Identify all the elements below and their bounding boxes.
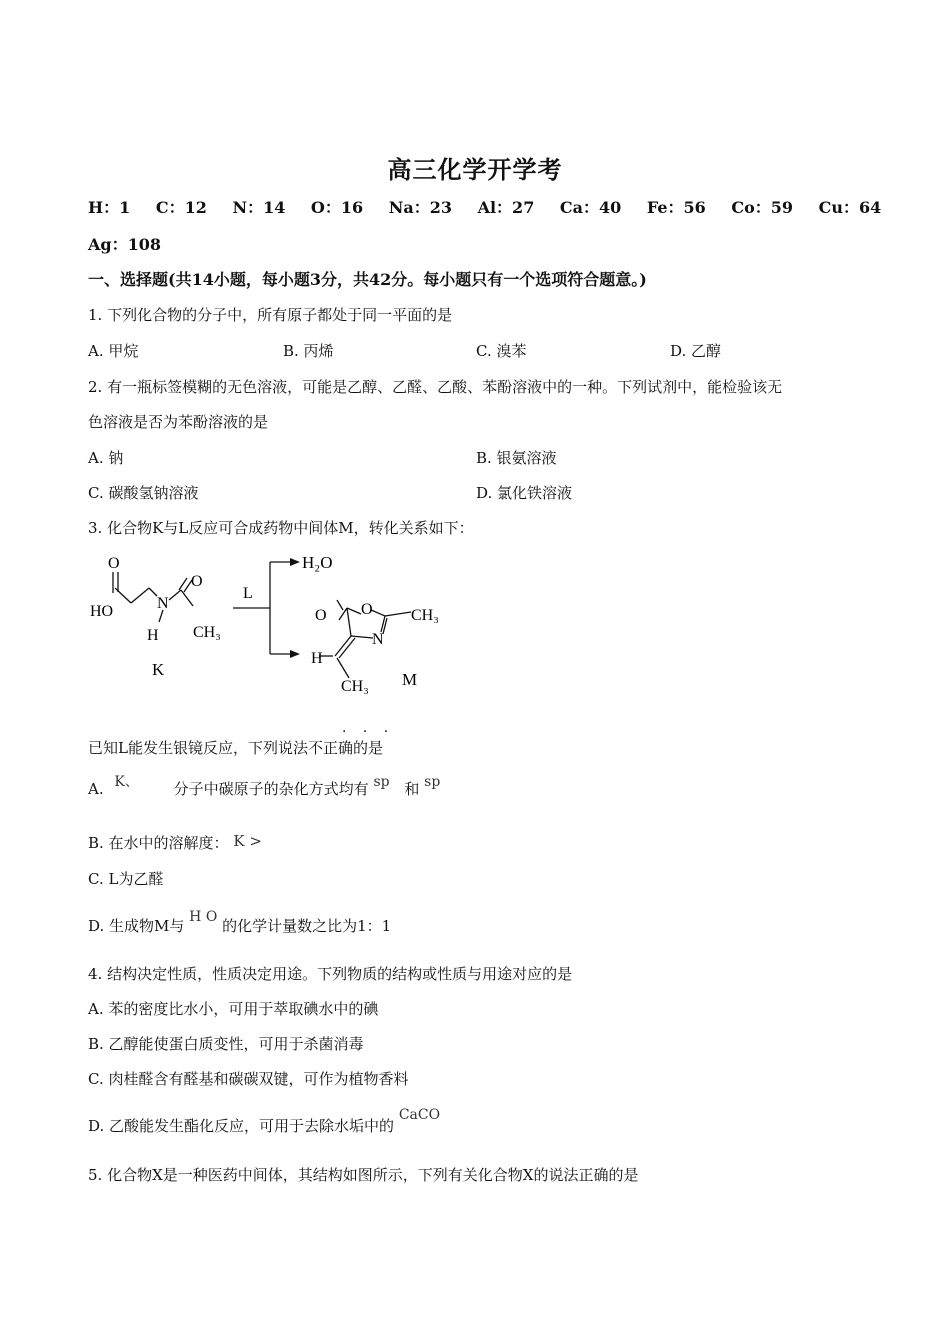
atomic-mass: H：1 — [88, 198, 131, 217]
atomic-mass: C：12 — [155, 198, 207, 217]
k-atom: O — [191, 573, 203, 590]
option-letter: A. — [88, 780, 104, 798]
water-formula: H O — [189, 909, 218, 925]
k-atom: N — [157, 595, 169, 612]
atomic-mass: Na：23 — [388, 198, 452, 217]
atomic-mass: N：14 — [232, 198, 286, 217]
emphasis-dots: · · · — [342, 724, 395, 740]
m-atom: O — [361, 601, 373, 618]
question-5-stem: 5. 化合物X是一种医药中间体，其结构如图所示，下列有关化合物X的说法正确的是 — [88, 1166, 639, 1184]
m-atom: O — [315, 607, 327, 624]
hybrid-sp: sp — [373, 774, 390, 790]
atomic-mass: Fe：56 — [646, 198, 706, 217]
atomic-mass-ag: Ag：108 — [88, 235, 162, 254]
atomic-mass: Ca：40 — [559, 198, 622, 217]
q4-option-a: A. 苯的密度比水小，可用于萃取碘水中的碘 — [88, 1000, 379, 1018]
question-4-stem: 4. 结构决定性质，性质决定用途。下列物质的结构或性质与用途对应的是 — [88, 965, 573, 983]
k-atom: CH₃ — [193, 624, 221, 641]
atomic-mass: O：16 — [310, 198, 364, 217]
atomic-mass: Co：59 — [731, 198, 794, 217]
m-atom: CH₃ — [411, 607, 439, 624]
arrow-head-up — [290, 558, 300, 566]
question-3-stem: 3. 化合物K与L反应可合成药物中间体M，转化关系如下： — [88, 519, 474, 537]
compound-k — [113, 572, 193, 622]
conjunction: 和 — [404, 780, 420, 798]
q2-option-c: C. 碳酸氢钠溶液 — [88, 484, 199, 502]
reaction-scheme — [85, 548, 485, 708]
reagent-l: L — [243, 585, 253, 602]
atomic-mass: Al：27 — [477, 198, 535, 217]
calcium-carbonate-formula: CaCO — [398, 1107, 441, 1123]
q2-option-b: B. 银氨溶液 — [476, 449, 557, 467]
section-heading: 一、选择题(共14小题，每小题3分，共42分。每小题只有一个选项符合题意。) — [88, 270, 647, 289]
q2-option-a: A. 钠 — [88, 449, 124, 467]
q2-option-d: D. 氯化铁溶液 — [476, 484, 573, 502]
k-label: K — [152, 660, 165, 679]
q4-option-d — [88, 1107, 441, 1136]
q4-option-b: B. 乙醇能使蛋白质变性，可用于杀菌消毒 — [88, 1035, 364, 1053]
option-text: D. 生成物M与 — [88, 917, 185, 935]
q4-option-c: C. 肉桂醛含有醛基和碳碳双键，可作为植物香料 — [88, 1070, 409, 1088]
option-text: 的化学计量数之比为1：1 — [222, 917, 392, 935]
k-atom: HO — [90, 603, 114, 620]
q1-option-c: C. 溴苯 — [476, 342, 527, 360]
question-3-known: 已知L能发生银镜反应，下列说法不正确的是 — [88, 739, 383, 757]
atomic-masses — [88, 195, 901, 218]
question-2-stem: 2. 有一瓶标签模糊的无色溶液，可能是乙醇、乙醛、乙酸、苯酚溶液中的一种。下列试剂中，能检验该无 — [88, 378, 783, 396]
q1-option-d: D. 乙醇 — [670, 342, 722, 360]
q3-option-d — [88, 909, 392, 936]
k-atom: O — [108, 555, 120, 572]
reaction-arrows — [233, 562, 293, 654]
exam-title: 高三化学开学考 — [387, 155, 563, 184]
q1-option-b: B. 丙烯 — [283, 342, 334, 360]
m-atom: N — [372, 631, 384, 648]
question-1-stem: 1. 下列化合物的分子中，所有原子都处于同一平面的是 — [88, 306, 453, 324]
m-atom: H — [311, 650, 323, 667]
option-text: 分子中碳原子的杂化方式均有 — [173, 780, 369, 798]
hybrid-sp: sp — [424, 774, 441, 790]
q3-option-b — [88, 832, 262, 853]
compound-k-ref: K、 — [114, 774, 139, 790]
k-atom: H — [147, 627, 159, 644]
m-atom: CH₃ — [341, 678, 369, 695]
option-text: B. 在水中的溶解度： — [88, 834, 229, 852]
solubility-compare: K > — [233, 832, 262, 850]
q3-option-a — [88, 774, 441, 799]
arrow-head-down — [290, 650, 300, 658]
byproduct-water: H₂O — [302, 553, 333, 572]
question-2-stem-cont: 色溶液是否为苯酚溶液的是 — [88, 413, 269, 431]
q3-option-c: C. L为乙醛 — [88, 870, 164, 888]
m-label: M — [402, 670, 418, 689]
option-text: D. 乙酸能发生酯化反应，可用于去除水垢中的 — [88, 1117, 395, 1135]
q1-option-a: A. 甲烷 — [88, 342, 139, 360]
atomic-mass: Cu：64 — [818, 198, 882, 217]
